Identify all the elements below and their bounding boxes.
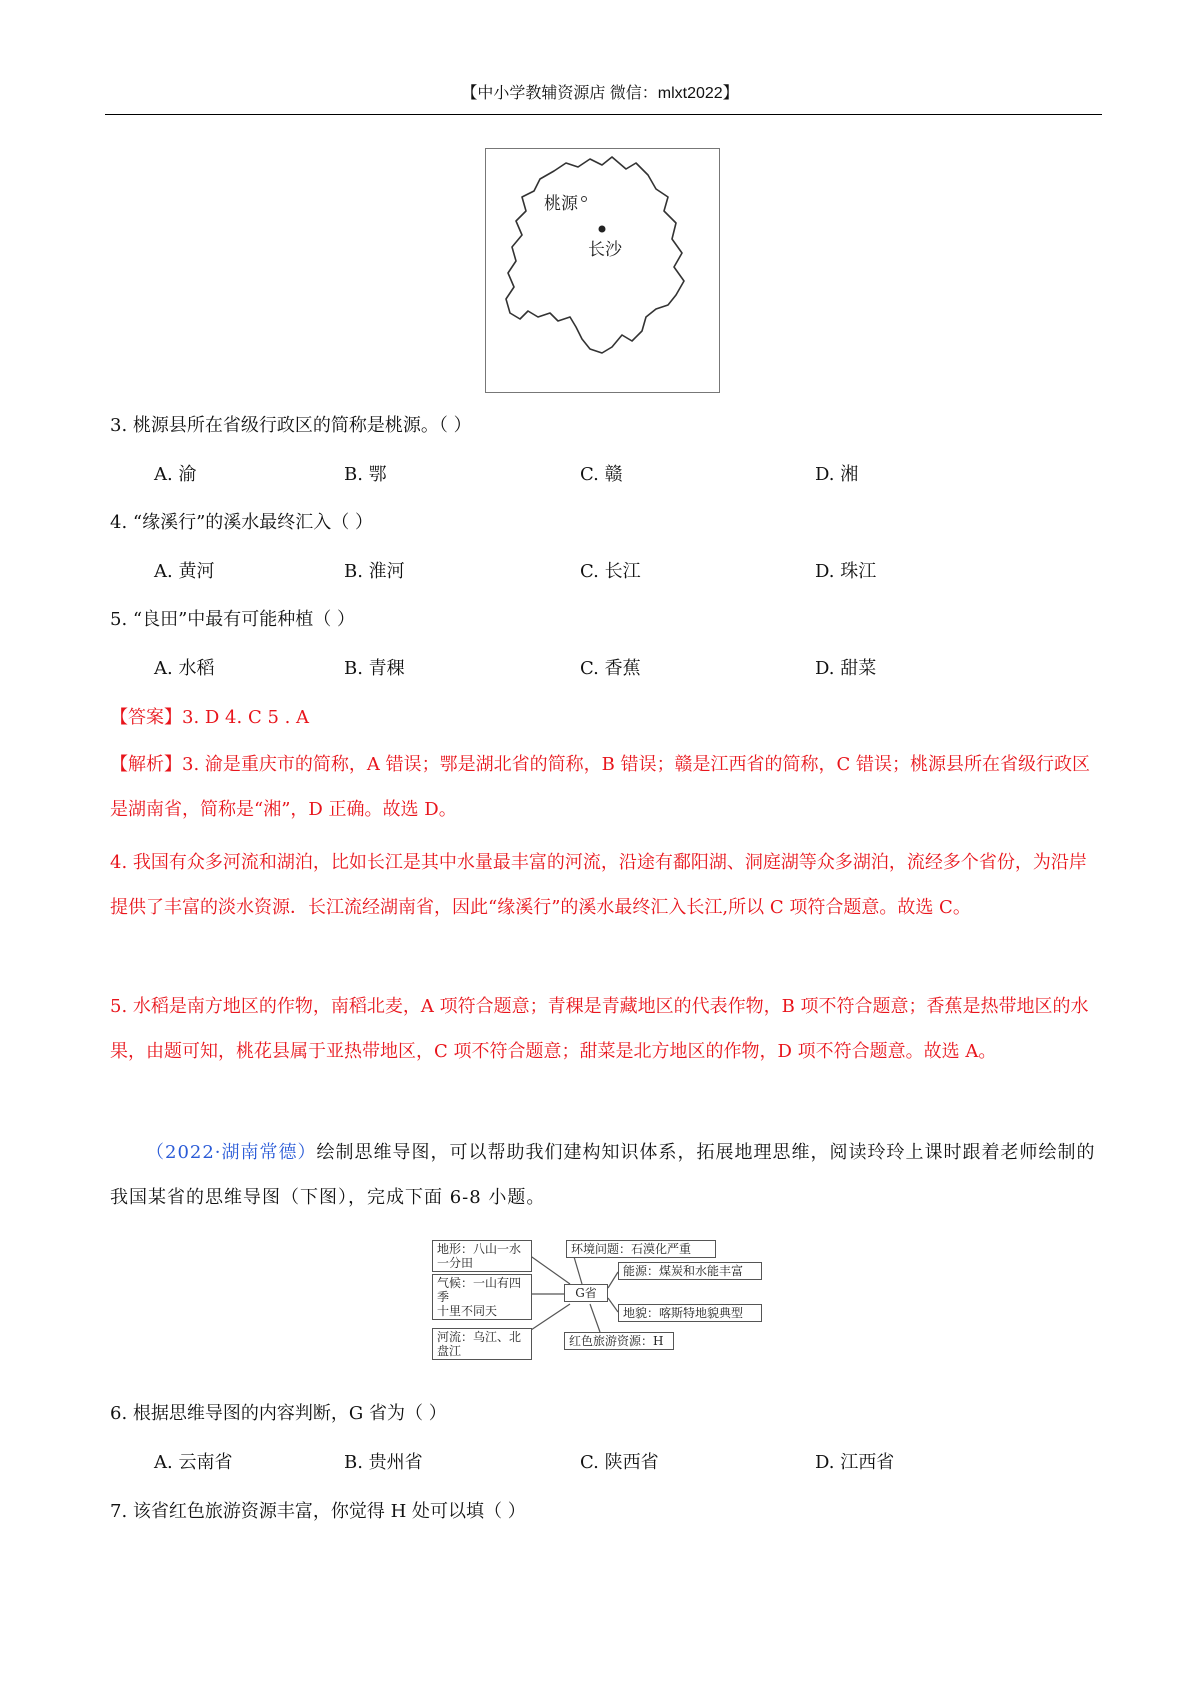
q4-option-c: C. 长江 <box>580 561 641 582</box>
header-divider <box>105 114 1102 115</box>
hunan-outline-map <box>486 149 719 392</box>
mindmap-terrain: 地形：八山一水一分田 <box>432 1240 532 1272</box>
mindmap-river: 河流：乌江、北盘江 <box>432 1328 532 1360</box>
q6-option-d: D. 江西省 <box>815 1452 895 1473</box>
mindmap-center-g: G省 <box>564 1284 608 1302</box>
question-6-stem: 6. 根据思维导图的内容判断，G 省为（ ） <box>110 1403 447 1424</box>
q6-option-a: A. 云南省 <box>154 1452 233 1473</box>
q3-option-b: B. 鄂 <box>344 464 387 485</box>
map-label-changsha: 长沙 <box>588 240 622 260</box>
q5-option-d: D. 甜菜 <box>815 658 877 679</box>
q4-option-d: D. 珠江 <box>815 561 877 582</box>
q5-option-b: B. 青稞 <box>344 658 405 679</box>
mindmap-environment: 环境问题：石漠化严重 <box>566 1240 716 1258</box>
analysis-q3: 【解析】3. 渝是重庆市的简称，A 错误；鄂是湖北省的简称，B 错误；赣是江西省的简称，C 错误；桃源县所在省级行政区是湖南省，简称是“湘”，D 正确。故选 D。 <box>110 754 1091 820</box>
mindmap-red-tourism: 红色旅游资源：H <box>564 1332 674 1350</box>
mindmap-energy: 能源：煤炭和水能丰富 <box>618 1262 762 1280</box>
page-header: 【中小学教辅资源店 微信：mlxt2022】 <box>461 85 739 102</box>
analysis-q4: 4. 我国有众多河流和湖泊，比如长江是其中水量最丰富的河流，沿途有鄱阳湖、洞庭湖等众多湖泊，流经多个省份，为沿岸提供了丰富的淡水资源．长江流经湖南省，因此“缘溪行”的溪水最终汇入长江,所以 C 项符合题意。故选 C。 <box>110 852 1087 918</box>
taoyuan-marker <box>582 197 587 202</box>
q6-option-b: B. 贵州省 <box>344 1452 423 1473</box>
mindmap-figure <box>432 1236 766 1356</box>
question-7-stem: 7. 该省红色旅游资源丰富，你觉得 H 处可以填（ ） <box>110 1501 526 1522</box>
intro-text: 绘制思维导图，可以帮助我们建构知识体系，拓展地理思维，阅读玲玲上课时跟着老师绘制的我国某省的思维导图（下图），完成下面 6-8 小题。 <box>110 1142 1096 1208</box>
q3-option-d: D. 湘 <box>815 464 859 485</box>
map-label-taoyuan: 桃源 <box>544 194 578 214</box>
q3-option-c: C. 赣 <box>580 464 623 485</box>
answer-key: 【答案】3. D 4. C 5 . A <box>110 707 310 728</box>
q6-option-c: C. 陕西省 <box>580 1452 659 1473</box>
mindmap-climate: 气候：一山有四季 十里不同天 <box>432 1274 532 1320</box>
question-4-stem: 4. “缘溪行”的溪水最终汇入（ ） <box>110 512 374 533</box>
q4-option-b: B. 淮河 <box>344 561 405 582</box>
mindmap-landform: 地貌：喀斯特地貌典型 <box>618 1304 762 1322</box>
question-3-stem: 3. 桃源县所在省级行政区的简称是桃源。（ ） <box>110 415 472 436</box>
question-5-stem: 5. “良田”中最有可能种植（ ） <box>110 609 356 630</box>
q5-option-c: C. 香蕉 <box>580 658 641 679</box>
section-intro <box>110 1130 1100 1220</box>
q3-option-a: A. 渝 <box>154 464 197 485</box>
q5-option-a: A. 水稻 <box>154 658 215 679</box>
q4-option-a: A. 黄河 <box>154 561 215 582</box>
intro-source: （2022·湖南常德） <box>146 1142 317 1163</box>
analysis-q5: 5. 水稻是南方地区的作物，南稻北麦，A 项符合题意；青稞是青藏地区的代表作物，B 项不符合题意；香蕉是热带地区的水果，由题可知，桃花县属于亚热带地区，C 项不符合题意；甜菜是北方地区的作物，D 项不符合题意。故选 A。 <box>110 996 1089 1062</box>
hunan-map-figure <box>485 148 720 393</box>
changsha-marker <box>599 226 606 233</box>
